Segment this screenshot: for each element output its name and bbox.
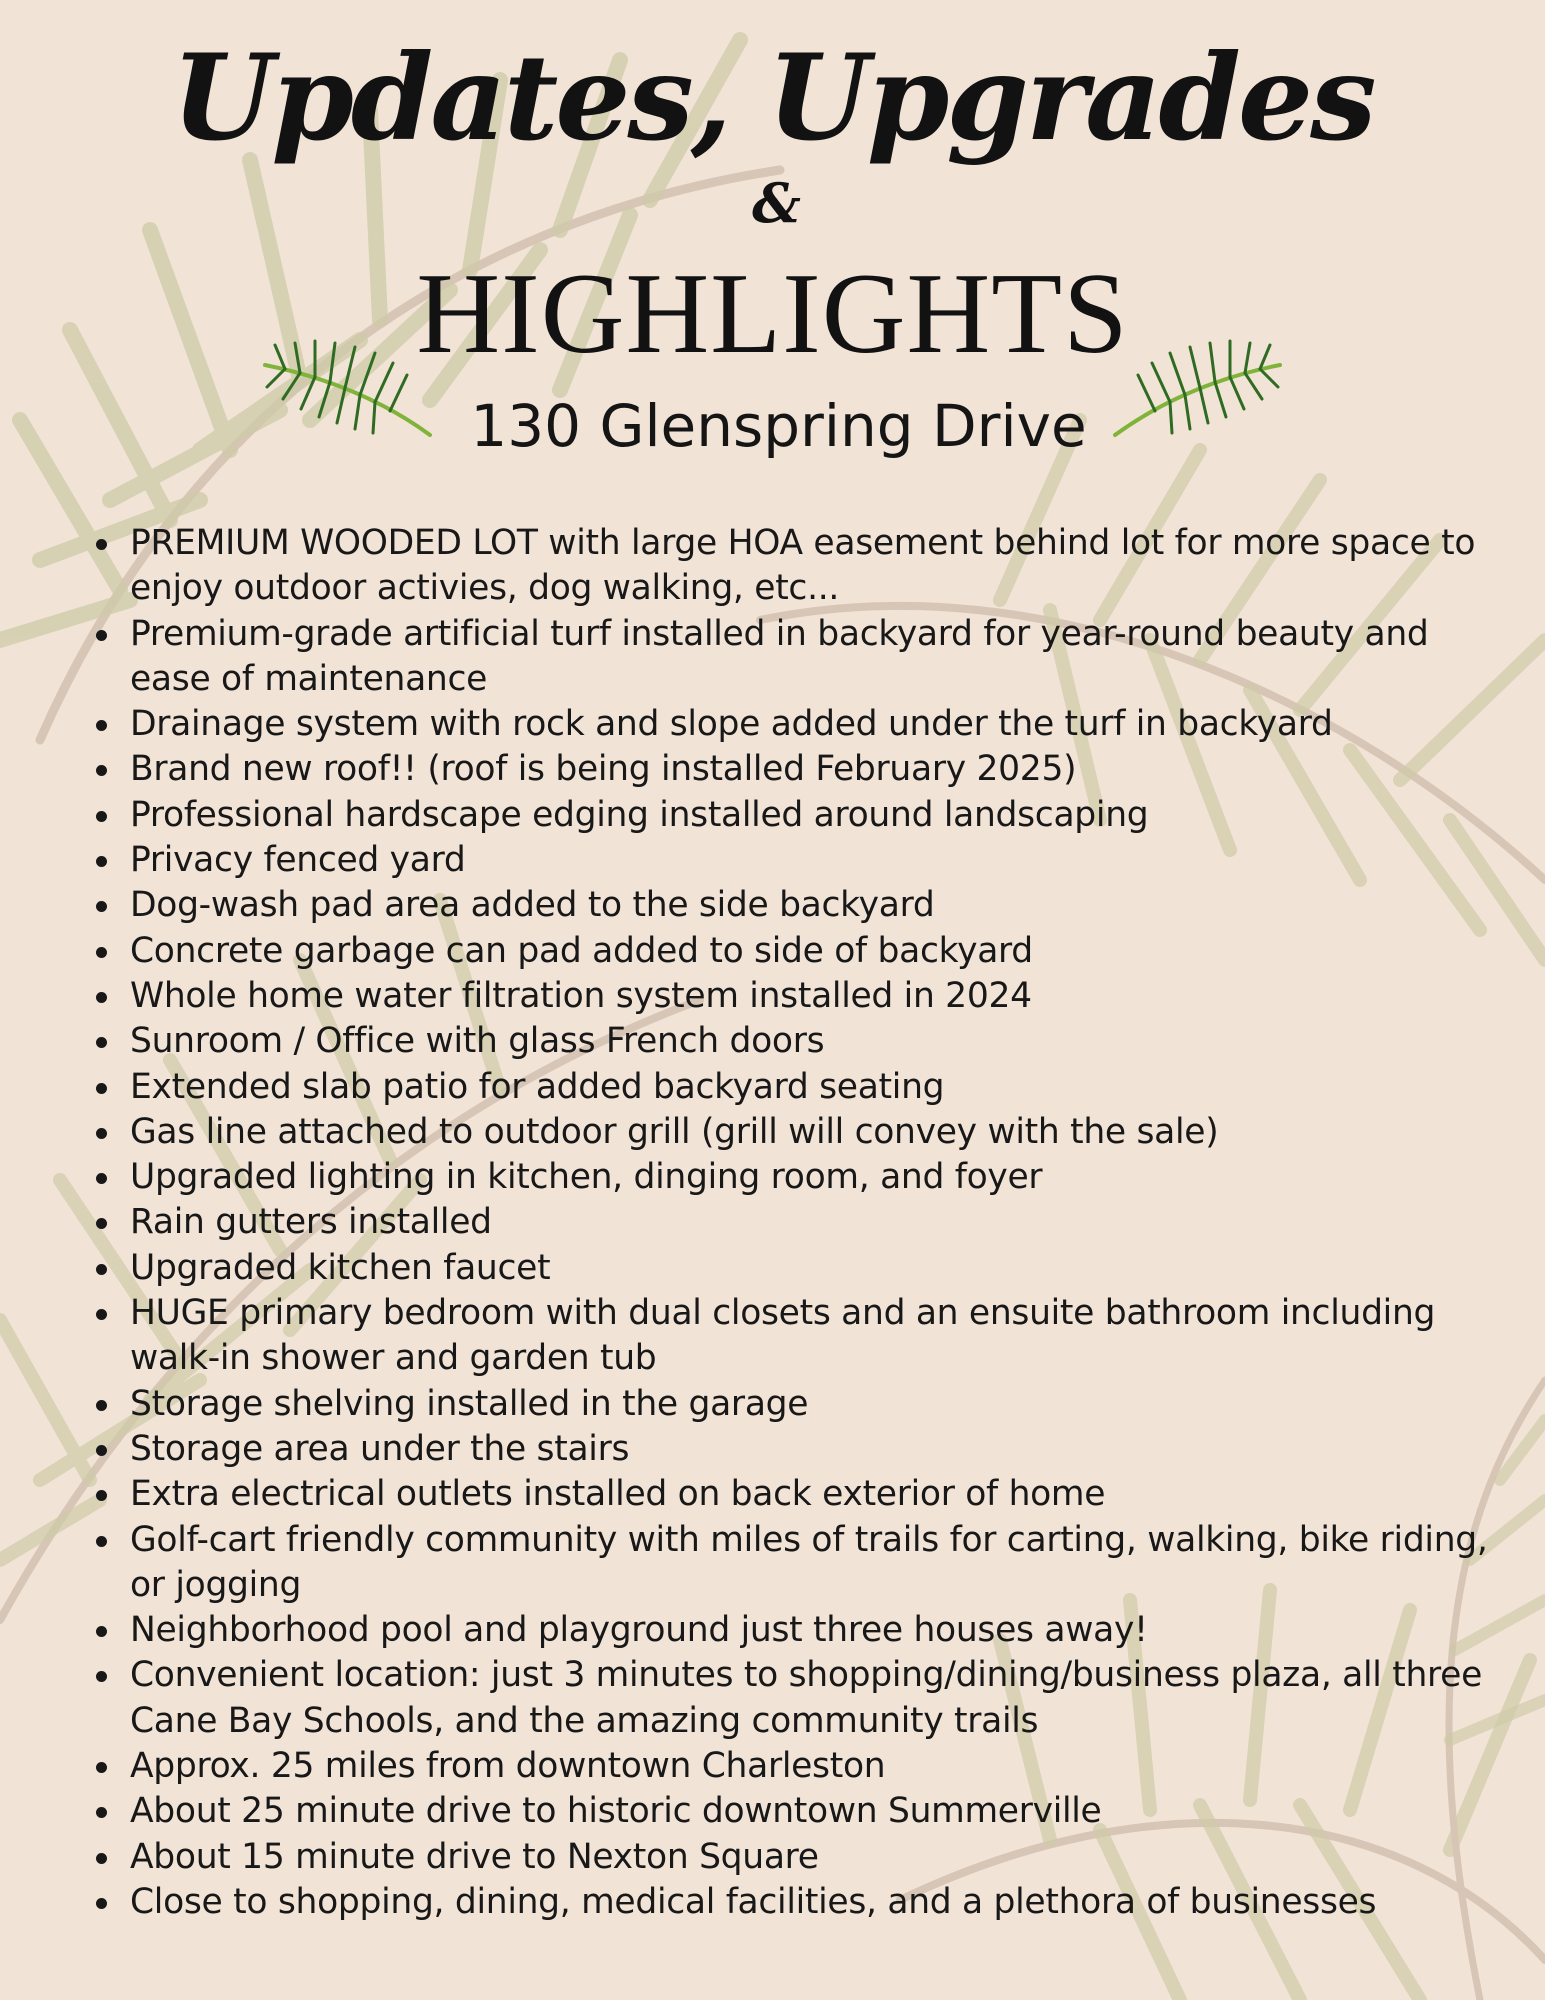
bullet-dot-icon: [96, 1807, 107, 1818]
bullet-dot-icon: [96, 1083, 107, 1094]
feature-text: Extended slab patio for added backyard seating: [130, 1066, 945, 1107]
feature-text: Convenient location: just 3 minutes to shopping/dining/business plaza, all three Cane Bay Schools, and the amazing community trails: [130, 1655, 1483, 1741]
bullet-dot-icon: [96, 1536, 107, 1547]
features-list: [92, 521, 1502, 1925]
feature-text: HUGE primary bedroom with dual closets and an ensuite bathroom including walk-in shower and garden tub: [130, 1293, 1436, 1379]
feature-text: Drainage system with rock and slope added under the turf in backyard: [130, 704, 1333, 745]
feature-item: [92, 612, 1502, 703]
bullet-dot-icon: [96, 1128, 107, 1139]
feature-text: Sunroom / Office with glass French doors: [130, 1021, 825, 1062]
bullet-dot-icon: [96, 947, 107, 958]
feature-text: Golf-cart friendly community with miles of trails for carting, walking, bike riding, or jogging: [130, 1519, 1488, 1605]
bullet-dot-icon: [96, 856, 107, 867]
feature-item: [92, 521, 1502, 612]
bullet-dot-icon: [96, 1037, 107, 1048]
feature-item: [92, 974, 1502, 1019]
feature-item: [92, 747, 1502, 792]
feature-item: [92, 1291, 1502, 1382]
feature-item: [92, 1653, 1502, 1744]
feature-text: Brand new roof!! (roof is being installed February 2025): [130, 749, 1077, 790]
title-highlights: HIGHLIGHTS: [416, 250, 1129, 378]
feature-item: [92, 1019, 1502, 1064]
feature-text: Concrete garbage can pad added to side of backyard: [130, 930, 1033, 971]
feature-text: About 15 minute drive to Nexton Square: [130, 1836, 819, 1877]
feature-item: [92, 1472, 1502, 1517]
feature-text: Dog-wash pad area added to the side backyard: [130, 885, 935, 926]
bullet-dot-icon: [96, 765, 107, 776]
feature-text: Upgraded kitchen faucet: [130, 1247, 551, 1288]
bullet-dot-icon: [96, 992, 107, 1003]
feature-item: [92, 838, 1502, 883]
feature-text: Privacy fenced yard: [130, 840, 466, 881]
bullet-dot-icon: [96, 1400, 107, 1411]
bullet-dot-icon: [96, 1626, 107, 1637]
feature-item: [92, 1608, 1502, 1653]
feature-text: Premium-grade artificial turf installed in backyard for year-round beauty and ease of maintenance: [130, 613, 1429, 699]
bullet-dot-icon: [96, 1218, 107, 1229]
feature-item: [92, 1246, 1502, 1291]
bullet-dot-icon: [96, 1853, 107, 1864]
feature-text: Storage area under the stairs: [130, 1428, 630, 1469]
feature-item: [92, 1200, 1502, 1245]
feature-item: [92, 1880, 1502, 1925]
bullet-dot-icon: [96, 630, 107, 641]
feature-text: Neighborhood pool and playground just three houses away!: [130, 1610, 1148, 1651]
feature-text: Whole home water filtration system installed in 2024: [130, 975, 1032, 1016]
feature-item: [92, 929, 1502, 974]
feature-text: Storage shelving installed in the garage: [130, 1383, 809, 1424]
feature-text: Rain gutters installed: [130, 1202, 492, 1243]
bullet-dot-icon: [96, 1898, 107, 1909]
bullet-dot-icon: [96, 539, 107, 550]
bullet-dot-icon: [96, 1490, 107, 1501]
bullet-dot-icon: [96, 1173, 107, 1184]
feature-text: PREMIUM WOODED LOT with large HOA easement behind lot for more space to enjoy outdoor activies, dog walking, etc...: [130, 523, 1476, 609]
feature-item: [92, 1744, 1502, 1789]
feature-item: [92, 1110, 1502, 1155]
title-ampersand: &: [752, 171, 801, 235]
feature-item: [92, 793, 1502, 838]
feature-item: [92, 1382, 1502, 1427]
bullet-dot-icon: [96, 720, 107, 731]
feature-item: [92, 1789, 1502, 1834]
bullet-dot-icon: [96, 1445, 107, 1456]
bullet-dot-icon: [96, 901, 107, 912]
feature-item: [92, 1518, 1502, 1609]
feature-item: [92, 1835, 1502, 1880]
feature-text: Professional hardscape edging installed around landscaping: [130, 794, 1149, 835]
bullet-dot-icon: [96, 811, 107, 822]
feature-text: Extra electrical outlets installed on back exterior of home: [130, 1474, 1106, 1515]
bullet-dot-icon: [96, 1264, 107, 1275]
bullet-dot-icon: [96, 1671, 107, 1682]
feature-item: [92, 702, 1502, 747]
bullet-dot-icon: [96, 1762, 107, 1773]
feature-item: [92, 883, 1502, 928]
feature-item: [92, 1427, 1502, 1472]
feature-text: Upgraded lighting in kitchen, dinging room, and foyer: [130, 1157, 1043, 1198]
feature-item: [92, 1155, 1502, 1200]
feature-text: About 25 minute drive to historic downtown Summerville: [130, 1791, 1102, 1832]
bullet-dot-icon: [96, 1309, 107, 1320]
feature-text: Close to shopping, dining, medical facilities, and a plethora of businesses: [130, 1881, 1377, 1922]
feature-item: [92, 1065, 1502, 1110]
feature-text: Approx. 25 miles from downtown Charleston: [130, 1746, 886, 1787]
feature-text: Gas line attached to outdoor grill (grill will convey with the sale): [130, 1111, 1219, 1152]
property-address: 130 Glenspring Drive: [470, 392, 1087, 460]
title-updates-upgrades: Updates, Upgrades: [171, 28, 1374, 167]
